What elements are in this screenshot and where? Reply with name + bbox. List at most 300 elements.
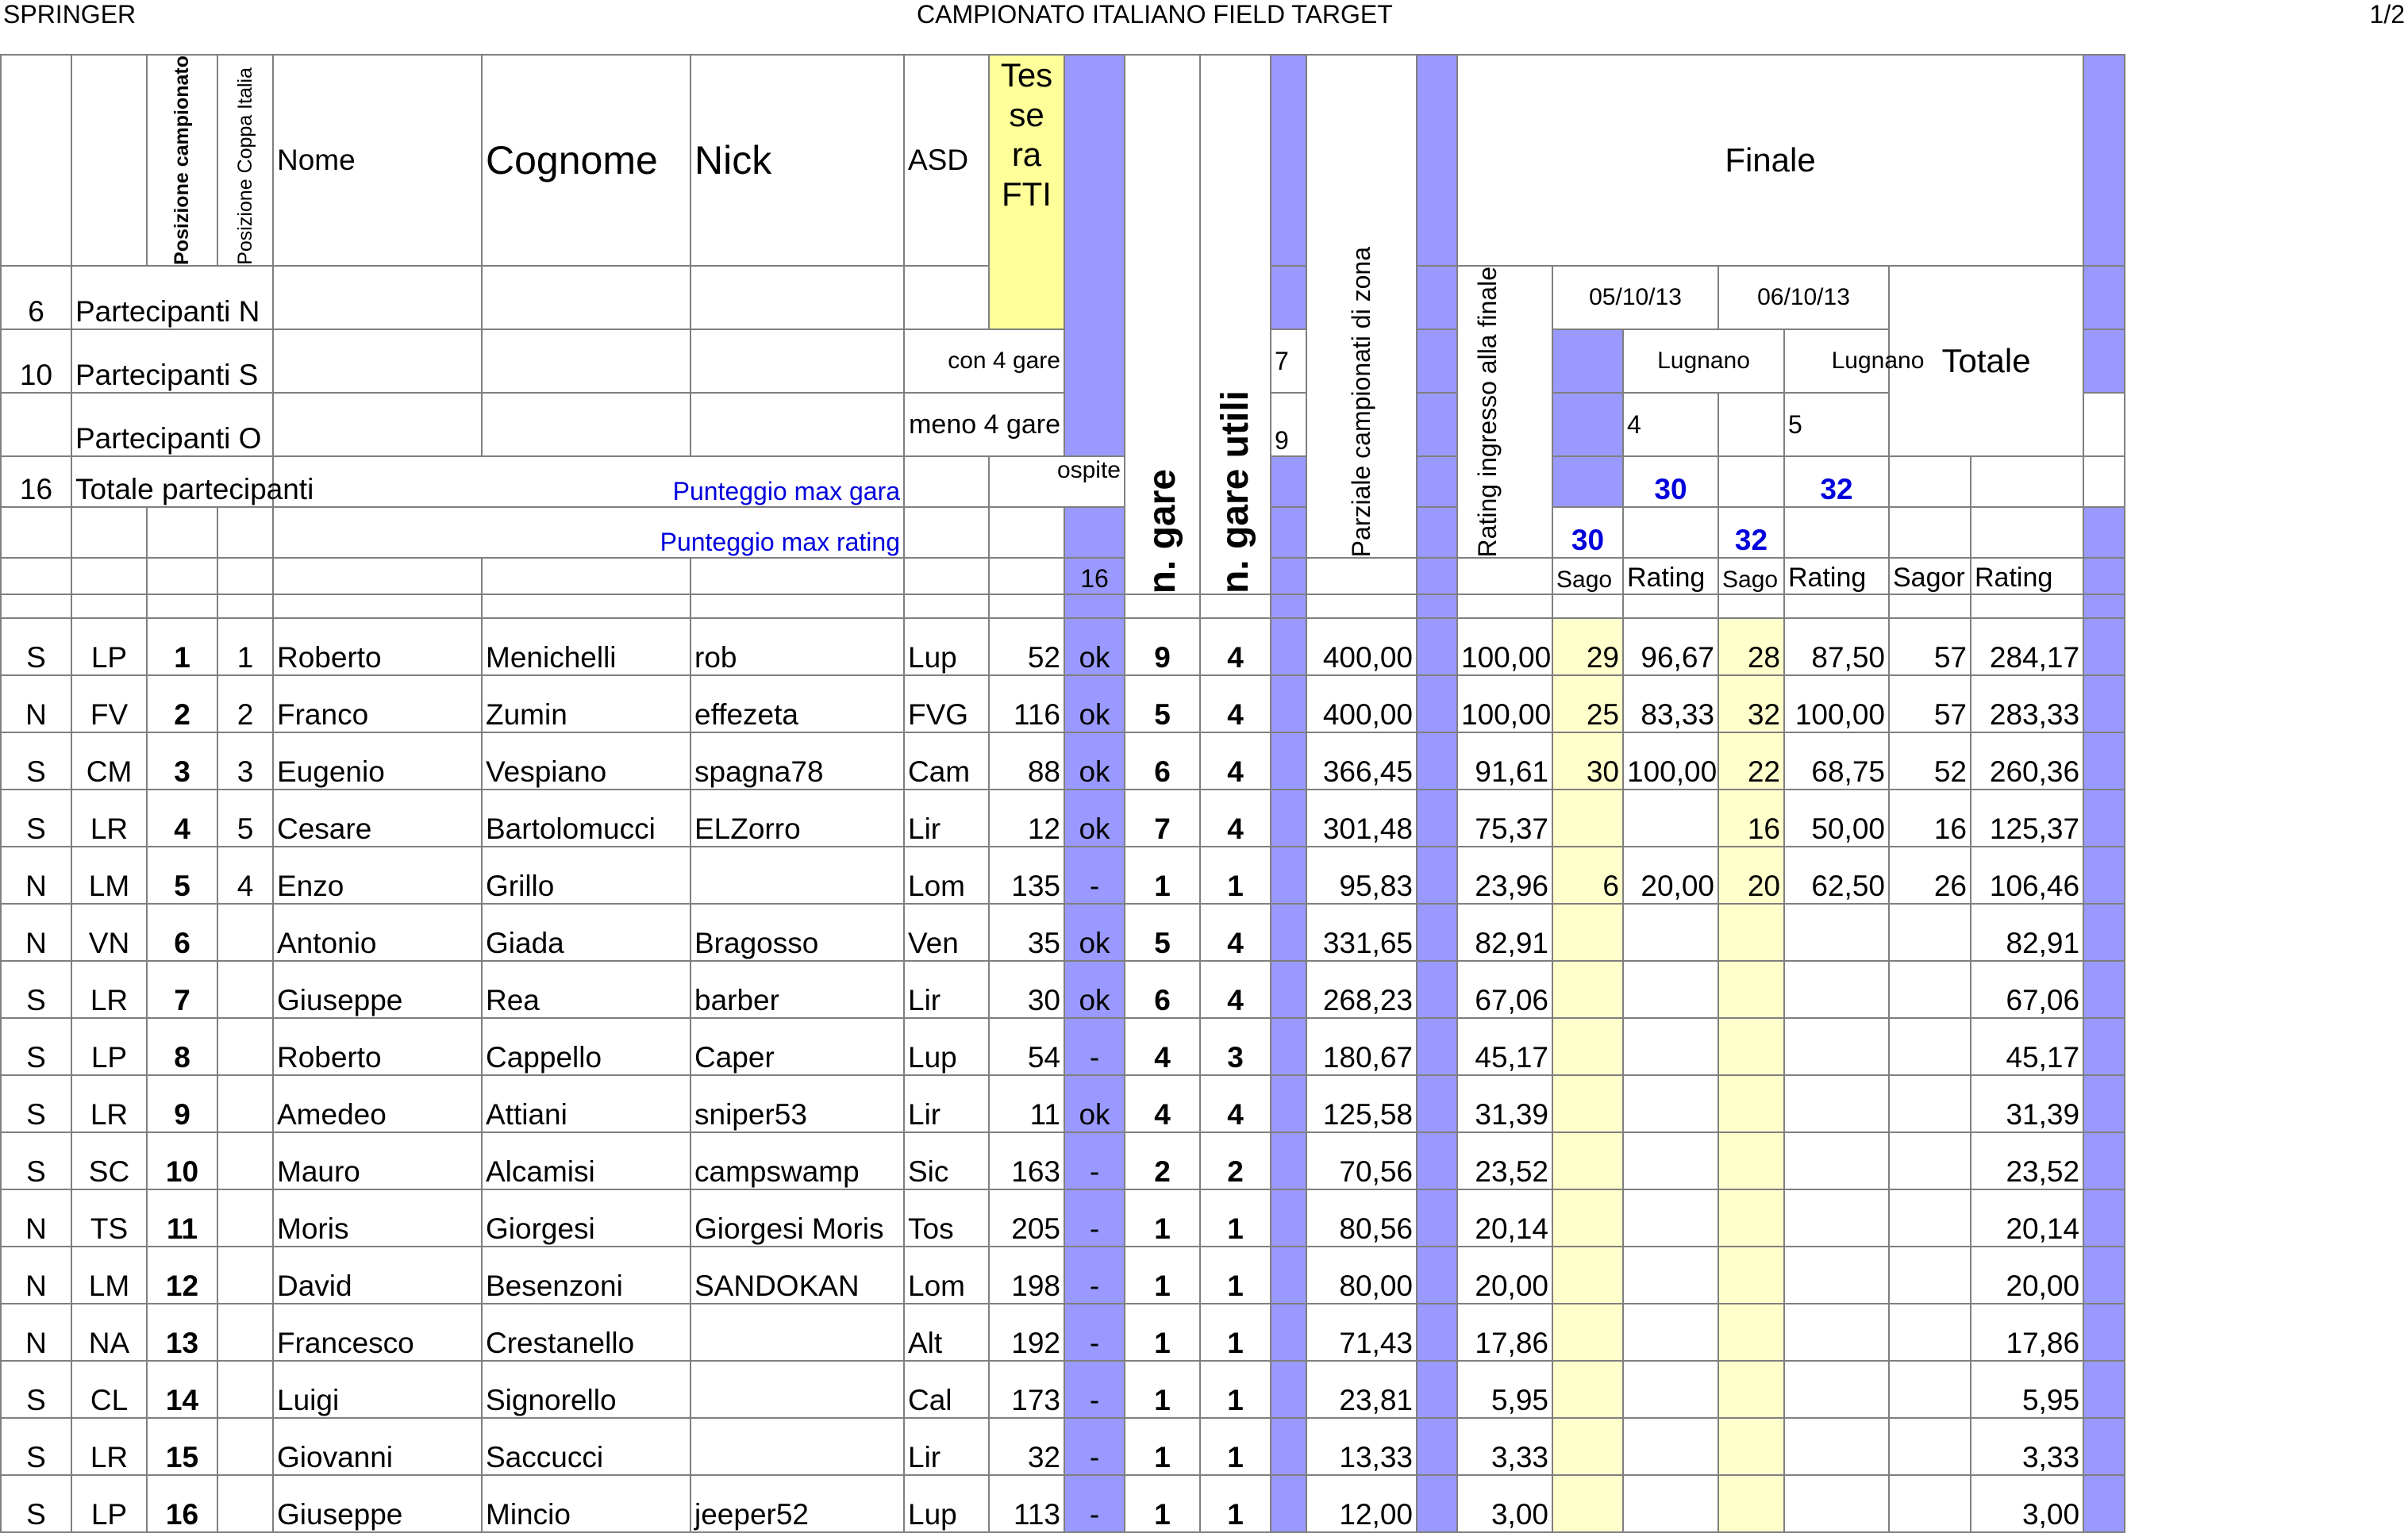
cell-nome: Mauro bbox=[273, 1132, 482, 1189]
cell-parziale: 80,00 bbox=[1306, 1247, 1417, 1304]
cell-sagor: 16 bbox=[1889, 790, 1971, 847]
cell-n-gare: 1 bbox=[1125, 1475, 1200, 1532]
cell-zona: N bbox=[1, 1189, 71, 1247]
cell-asd: Cal bbox=[904, 1361, 989, 1418]
rating-ingresso-header: Rating ingresso alla finale bbox=[1457, 266, 1552, 558]
table-row bbox=[1, 961, 2125, 1018]
cell-rating-ingresso: 100,00 bbox=[1457, 618, 1552, 675]
cell-n-gare-utili: 1 bbox=[1200, 1418, 1271, 1475]
table-row bbox=[1, 1247, 2125, 1304]
cell-nome: Antonio bbox=[273, 904, 482, 961]
cell-asd: Alt bbox=[904, 1304, 989, 1361]
cell-rating-2: 62,50 bbox=[1784, 847, 1889, 904]
cell-n-gare: 2 bbox=[1125, 1132, 1200, 1189]
cell-parziale: 366,45 bbox=[1306, 732, 1417, 790]
table-row bbox=[1, 790, 2125, 847]
page-header bbox=[0, 0, 2408, 29]
cell-ok: - bbox=[1064, 1475, 1125, 1532]
cell-sago-1 bbox=[1552, 961, 1623, 1018]
cell-sagor: 52 bbox=[1889, 732, 1971, 790]
parziale-header: Parziale campionati di zona bbox=[1306, 55, 1417, 558]
cell-asd: Lup bbox=[904, 1475, 989, 1532]
cell-zona: S bbox=[1, 790, 71, 847]
cell-sago-2 bbox=[1718, 1247, 1784, 1304]
cell-zona: S bbox=[1, 961, 71, 1018]
cell-sago-2 bbox=[1718, 961, 1784, 1018]
cell-sago-1 bbox=[1552, 1361, 1623, 1418]
cell-position: 9 bbox=[147, 1075, 217, 1132]
cell-n-gare: 9 bbox=[1125, 618, 1200, 675]
cell-n-gare: 1 bbox=[1125, 1247, 1200, 1304]
cell-n-gare: 5 bbox=[1125, 904, 1200, 961]
cell-parziale: 12,00 bbox=[1306, 1475, 1417, 1532]
cell-rating-2 bbox=[1784, 961, 1889, 1018]
finale-date-2: 06/10/13 bbox=[1718, 266, 1889, 329]
cell-region: LP bbox=[71, 618, 147, 675]
cell-nome: Giovanni bbox=[273, 1418, 482, 1475]
cell-rating-2 bbox=[1784, 1304, 1889, 1361]
cell-asd: Lir bbox=[904, 1075, 989, 1132]
cell-nome: Franco bbox=[273, 675, 482, 732]
cell-position: 15 bbox=[147, 1418, 217, 1475]
cell-coppa bbox=[217, 1075, 273, 1132]
standings-table bbox=[0, 54, 2125, 1533]
cell-parziale: 180,67 bbox=[1306, 1018, 1417, 1075]
cell-ok: - bbox=[1064, 1361, 1125, 1418]
cell-ok: ok bbox=[1064, 1075, 1125, 1132]
cell-n-gare: 6 bbox=[1125, 961, 1200, 1018]
cell-coppa bbox=[217, 1247, 273, 1304]
cell-coppa bbox=[217, 1361, 273, 1418]
cell-position: 12 bbox=[147, 1247, 217, 1304]
cell-rating-1 bbox=[1623, 1189, 1718, 1247]
con4-label: con 4 gare bbox=[904, 329, 1064, 393]
cell-region: LR bbox=[71, 961, 147, 1018]
header-row-1 bbox=[1, 55, 2125, 266]
summary-row-total bbox=[1, 456, 2125, 507]
cell-nome: Roberto bbox=[273, 1018, 482, 1075]
cell-tessera: 35 bbox=[989, 904, 1064, 961]
page-header-left: SPRINGER bbox=[3, 0, 137, 29]
cell-rating-ingresso: 5,95 bbox=[1457, 1361, 1552, 1418]
cell-n-gare-utili: 1 bbox=[1200, 1247, 1271, 1304]
cell-totale: 45,17 bbox=[1971, 1018, 2083, 1075]
nick-header: Nick bbox=[690, 55, 904, 266]
cell-asd: Sic bbox=[904, 1132, 989, 1189]
table-row bbox=[1, 1361, 2125, 1418]
cell-n-gare-utili: 1 bbox=[1200, 1189, 1271, 1247]
cell-position: 16 bbox=[147, 1475, 217, 1532]
cell-cognome: Saccucci bbox=[482, 1418, 690, 1475]
cell-position: 4 bbox=[147, 790, 217, 847]
cell-totale: 125,37 bbox=[1971, 790, 2083, 847]
cell-rating-ingresso: 3,33 bbox=[1457, 1418, 1552, 1475]
cell-totale: 3,33 bbox=[1971, 1418, 2083, 1475]
cell-n-gare: 6 bbox=[1125, 732, 1200, 790]
cell-sagor bbox=[1889, 1361, 1971, 1418]
cell-tessera: 54 bbox=[989, 1018, 1064, 1075]
cell-zona: N bbox=[1, 1304, 71, 1361]
cell-ok: ok bbox=[1064, 904, 1125, 961]
cell-sagor bbox=[1889, 1304, 1971, 1361]
cell-rating-2 bbox=[1784, 1475, 1889, 1532]
cell-cognome: Besenzoni bbox=[482, 1247, 690, 1304]
cell-n-gare-utili: 1 bbox=[1200, 1361, 1271, 1418]
cell-tessera: 198 bbox=[989, 1247, 1064, 1304]
cell-rating-ingresso: 3,00 bbox=[1457, 1475, 1552, 1532]
cell-sago-2: 22 bbox=[1718, 732, 1784, 790]
cell-coppa: 1 bbox=[217, 618, 273, 675]
cell-zona: S bbox=[1, 1361, 71, 1418]
cell-nick: campswamp bbox=[690, 1132, 904, 1189]
cell-sagor bbox=[1889, 1132, 1971, 1189]
cell-ok: - bbox=[1064, 1189, 1125, 1247]
cell-parziale: 331,65 bbox=[1306, 904, 1417, 961]
cell-ok: - bbox=[1064, 1304, 1125, 1361]
cell-rating-1: 96,67 bbox=[1623, 618, 1718, 675]
cell-region: LR bbox=[71, 1418, 147, 1475]
cell-rating-2 bbox=[1784, 1189, 1889, 1247]
cognome-header: Cognome bbox=[482, 55, 690, 266]
cell-sago-1 bbox=[1552, 1018, 1623, 1075]
cell-rating-1 bbox=[1623, 1132, 1718, 1189]
cell-sagor bbox=[1889, 904, 1971, 961]
cell-cognome: Vespiano bbox=[482, 732, 690, 790]
cell-nome: Cesare bbox=[273, 790, 482, 847]
sago-1-header: Sago bbox=[1552, 558, 1623, 594]
cell-tessera: 30 bbox=[989, 961, 1064, 1018]
cell-coppa bbox=[217, 961, 273, 1018]
sagor-header: Sagor bbox=[1889, 558, 1971, 594]
cell-rating-ingresso: 17,86 bbox=[1457, 1304, 1552, 1361]
cell-rating-1 bbox=[1623, 1247, 1718, 1304]
subheader-row bbox=[1, 558, 2125, 594]
cell-sago-1 bbox=[1552, 1304, 1623, 1361]
finale-num-1: 4 bbox=[1623, 393, 1718, 456]
cell-asd: Ven bbox=[904, 904, 989, 961]
cell-n-gare: 7 bbox=[1125, 790, 1200, 847]
cell-sago-1 bbox=[1552, 1475, 1623, 1532]
cell-n-gare: 1 bbox=[1125, 1189, 1200, 1247]
cell-tessera: 116 bbox=[989, 675, 1064, 732]
cell-zona: S bbox=[1, 1075, 71, 1132]
cell-parziale: 70,56 bbox=[1306, 1132, 1417, 1189]
table-row bbox=[1, 1304, 2125, 1361]
cell-position: 11 bbox=[147, 1189, 217, 1247]
con4-value: 7 bbox=[1271, 329, 1306, 393]
n-label: Partecipanti N bbox=[71, 266, 273, 329]
cell-sago-2 bbox=[1718, 1304, 1784, 1361]
rating-2-header: Rating bbox=[1784, 558, 1889, 594]
cell-asd: Lup bbox=[904, 618, 989, 675]
cell-zona: S bbox=[1, 1132, 71, 1189]
cell-rating-1: 100,00 bbox=[1623, 732, 1718, 790]
cell-rating-2 bbox=[1784, 1418, 1889, 1475]
finale-place-2: Lugnano bbox=[1784, 329, 1971, 393]
table-row bbox=[1, 1075, 2125, 1132]
cell-sago-2: 28 bbox=[1718, 618, 1784, 675]
asd-header: ASD bbox=[904, 55, 989, 266]
cell-nick bbox=[690, 847, 904, 904]
cell-region: LP bbox=[71, 1018, 147, 1075]
cell-ok: - bbox=[1064, 847, 1125, 904]
summary-row-max-rating bbox=[1, 507, 2125, 558]
cell-rating-1: 83,33 bbox=[1623, 675, 1718, 732]
cell-rating-ingresso: 91,61 bbox=[1457, 732, 1552, 790]
cell-totale: 283,33 bbox=[1971, 675, 2083, 732]
cell-n-gare-utili: 4 bbox=[1200, 618, 1271, 675]
rating-1-header: Rating bbox=[1623, 558, 1718, 594]
cell-rating-1 bbox=[1623, 904, 1718, 961]
cell-n-gare-utili: 1 bbox=[1200, 1304, 1271, 1361]
finale-place-1: Lugnano bbox=[1623, 329, 1784, 393]
cell-zona: N bbox=[1, 1247, 71, 1304]
cell-cognome: Giorgesi bbox=[482, 1189, 690, 1247]
cell-nome: Giuseppe bbox=[273, 961, 482, 1018]
cell-totale: 82,91 bbox=[1971, 904, 2083, 961]
page-header-title: CAMPIONATO ITALIANO FIELD TARGET bbox=[917, 0, 1393, 29]
cell-totale: 23,52 bbox=[1971, 1132, 2083, 1189]
summary-row-o bbox=[1, 393, 2125, 456]
cell-zona: N bbox=[1, 904, 71, 961]
totale-header: Totale bbox=[1889, 266, 2083, 456]
cell-n-gare-utili: 4 bbox=[1200, 675, 1271, 732]
cell-sago-2 bbox=[1718, 1075, 1784, 1132]
cell-coppa bbox=[217, 1475, 273, 1532]
cell-cognome: Alcamisi bbox=[482, 1132, 690, 1189]
cell-parziale: 400,00 bbox=[1306, 675, 1417, 732]
cell-tessera: 192 bbox=[989, 1304, 1064, 1361]
cell-zona: N bbox=[1, 847, 71, 904]
cell-region: LM bbox=[71, 1247, 147, 1304]
cell-sagor: 57 bbox=[1889, 618, 1971, 675]
cell-sago-1 bbox=[1552, 790, 1623, 847]
cell-n-gare-utili: 4 bbox=[1200, 961, 1271, 1018]
cell-asd: Cam bbox=[904, 732, 989, 790]
total-label: Totale partecipanti bbox=[71, 456, 273, 507]
cell-region: LM bbox=[71, 847, 147, 904]
cell-rating-1 bbox=[1623, 1475, 1718, 1532]
n-count: 6 bbox=[1, 266, 71, 329]
cell-region: LR bbox=[71, 1075, 147, 1132]
cell-position: 3 bbox=[147, 732, 217, 790]
total-count: 16 bbox=[1, 456, 71, 507]
cell-sagor: 26 bbox=[1889, 847, 1971, 904]
cell-sago-2 bbox=[1718, 1418, 1784, 1475]
cell-nick: SANDOKAN bbox=[690, 1247, 904, 1304]
cell-rating-2: 68,75 bbox=[1784, 732, 1889, 790]
table-row bbox=[1, 675, 2125, 732]
pos-campionato-header: Posizione campionato bbox=[147, 55, 217, 266]
cell-totale: 260,36 bbox=[1971, 732, 2083, 790]
cell-n-gare-utili: 4 bbox=[1200, 790, 1271, 847]
cell-tessera: 11 bbox=[989, 1075, 1064, 1132]
cell-sagor bbox=[1889, 1189, 1971, 1247]
cell-nome: David bbox=[273, 1247, 482, 1304]
cell-ok: - bbox=[1064, 1247, 1125, 1304]
cell-ok: ok bbox=[1064, 732, 1125, 790]
cell-rating-1 bbox=[1623, 1304, 1718, 1361]
cell-n-gare: 5 bbox=[1125, 675, 1200, 732]
o-label: Partecipanti O bbox=[71, 393, 273, 456]
cell-sago-2 bbox=[1718, 1189, 1784, 1247]
cell-cognome: Giada bbox=[482, 904, 690, 961]
cell-n-gare: 1 bbox=[1125, 1418, 1200, 1475]
cell-region: SC bbox=[71, 1132, 147, 1189]
cell-zona: S bbox=[1, 1475, 71, 1532]
cell-rating-1 bbox=[1623, 1018, 1718, 1075]
table-row bbox=[1, 904, 2125, 961]
cell-n-gare: 1 bbox=[1125, 1361, 1200, 1418]
page-number: 1/2 bbox=[2369, 0, 2405, 29]
cell-n-gare-utili: 1 bbox=[1200, 1475, 1271, 1532]
cell-totale: 3,00 bbox=[1971, 1475, 2083, 1532]
cell-sagor bbox=[1889, 1247, 1971, 1304]
cell-tessera: 205 bbox=[989, 1189, 1064, 1247]
cell-coppa bbox=[217, 1018, 273, 1075]
table-body bbox=[1, 55, 2125, 1532]
n-gare-utili-header: n. gare utili bbox=[1200, 55, 1271, 594]
cell-rating-ingresso: 31,39 bbox=[1457, 1075, 1552, 1132]
sago-2-header: Sago bbox=[1718, 558, 1784, 594]
cell-position: 1 bbox=[147, 618, 217, 675]
cell-rating-2: 50,00 bbox=[1784, 790, 1889, 847]
cell-n-gare-utili: 4 bbox=[1200, 732, 1271, 790]
cell-n-gare-utili: 4 bbox=[1200, 904, 1271, 961]
cell-coppa bbox=[217, 1418, 273, 1475]
cell-n-gare-utili: 3 bbox=[1200, 1018, 1271, 1075]
cell-parziale: 95,83 bbox=[1306, 847, 1417, 904]
cell-asd: Lom bbox=[904, 1247, 989, 1304]
cell-totale: 17,86 bbox=[1971, 1304, 2083, 1361]
cell-asd: Lir bbox=[904, 961, 989, 1018]
cell-parziale: 13,33 bbox=[1306, 1418, 1417, 1475]
cell-n-gare: 1 bbox=[1125, 847, 1200, 904]
cell-totale: 31,39 bbox=[1971, 1075, 2083, 1132]
cell-nome: Eugenio bbox=[273, 732, 482, 790]
cell-rating-ingresso: 23,52 bbox=[1457, 1132, 1552, 1189]
cell-coppa bbox=[217, 1132, 273, 1189]
cell-zona: S bbox=[1, 618, 71, 675]
pos-coppa-header: Posizione Coppa Italia bbox=[217, 55, 273, 266]
cell-nome: Giuseppe bbox=[273, 1475, 482, 1532]
cell-position: 8 bbox=[147, 1018, 217, 1075]
table-row bbox=[1, 1475, 2125, 1532]
cell-sago-1: 29 bbox=[1552, 618, 1623, 675]
cell-tessera: 32 bbox=[989, 1418, 1064, 1475]
max-gara-label: Punteggio max gara bbox=[273, 456, 904, 507]
cell-asd: FVG bbox=[904, 675, 989, 732]
table-row bbox=[1, 618, 2125, 675]
cell-parziale: 301,48 bbox=[1306, 790, 1417, 847]
cell-sago-1 bbox=[1552, 1418, 1623, 1475]
cell-sagor bbox=[1889, 1075, 1971, 1132]
table-row bbox=[1, 847, 2125, 904]
meno4-value: 9 bbox=[1271, 393, 1306, 456]
cell-parziale: 71,43 bbox=[1306, 1304, 1417, 1361]
cell-n-gare-utili: 2 bbox=[1200, 1132, 1271, 1189]
cell-coppa: 4 bbox=[217, 847, 273, 904]
cell-ok: ok bbox=[1064, 961, 1125, 1018]
n-gare-header: n. gare bbox=[1125, 55, 1200, 594]
cell-cognome: Crestanello bbox=[482, 1304, 690, 1361]
cell-nick: Bragosso bbox=[690, 904, 904, 961]
cell-rating-ingresso: 100,00 bbox=[1457, 675, 1552, 732]
cell-asd: Lom bbox=[904, 847, 989, 904]
cell-rating-2 bbox=[1784, 1361, 1889, 1418]
cell-sago-1 bbox=[1552, 1189, 1623, 1247]
cell-region: FV bbox=[71, 675, 147, 732]
cell-rating-2 bbox=[1784, 1075, 1889, 1132]
cell-totale: 67,06 bbox=[1971, 961, 2083, 1018]
cell-parziale: 80,56 bbox=[1306, 1189, 1417, 1247]
cell-tessera: 52 bbox=[989, 618, 1064, 675]
cell-ok: - bbox=[1064, 1418, 1125, 1475]
cell-sagor bbox=[1889, 1418, 1971, 1475]
cell-parziale: 400,00 bbox=[1306, 618, 1417, 675]
cell-asd: Tos bbox=[904, 1189, 989, 1247]
cell-sago-2 bbox=[1718, 904, 1784, 961]
cell-rating-2 bbox=[1784, 1247, 1889, 1304]
cell-position: 7 bbox=[147, 961, 217, 1018]
cell-region: VN bbox=[71, 904, 147, 961]
cell-rating-ingresso: 45,17 bbox=[1457, 1018, 1552, 1075]
cell-tessera: 113 bbox=[989, 1475, 1064, 1532]
cell-rating-1 bbox=[1623, 1075, 1718, 1132]
cell-nick bbox=[690, 1304, 904, 1361]
cell-nome: Moris bbox=[273, 1189, 482, 1247]
cell-coppa: 5 bbox=[217, 790, 273, 847]
cell-rating-1 bbox=[1623, 1361, 1718, 1418]
cell-parziale: 125,58 bbox=[1306, 1075, 1417, 1132]
cell-rating-ingresso: 75,37 bbox=[1457, 790, 1552, 847]
cell-coppa bbox=[217, 1189, 273, 1247]
rating-total-header: Rating bbox=[1971, 558, 2083, 594]
cell-tessera: 173 bbox=[989, 1361, 1064, 1418]
cell-tessera: 163 bbox=[989, 1132, 1064, 1189]
cell-region: LR bbox=[71, 790, 147, 847]
summary-row-s bbox=[1, 329, 2125, 393]
table-row bbox=[1, 1132, 2125, 1189]
cell-sagor bbox=[1889, 1018, 1971, 1075]
cell-rating-2 bbox=[1784, 904, 1889, 961]
cell-rating-1 bbox=[1623, 1418, 1718, 1475]
cell-tessera: 135 bbox=[989, 847, 1064, 904]
cell-rating-2 bbox=[1784, 1132, 1889, 1189]
cell-rating-2: 100,00 bbox=[1784, 675, 1889, 732]
cell-position: 6 bbox=[147, 904, 217, 961]
cell-nick bbox=[690, 1361, 904, 1418]
nome-header: Nome bbox=[273, 55, 482, 266]
cell-rating-ingresso: 20,14 bbox=[1457, 1189, 1552, 1247]
max-rating-1: 30 bbox=[1552, 507, 1623, 558]
max-rating-2: 32 bbox=[1718, 507, 1784, 558]
cell-sago-2: 32 bbox=[1718, 675, 1784, 732]
s-count: 10 bbox=[1, 329, 71, 393]
cell-position: 14 bbox=[147, 1361, 217, 1418]
cell-asd: Lir bbox=[904, 1418, 989, 1475]
cell-sago-1: 6 bbox=[1552, 847, 1623, 904]
cell-nome: Amedeo bbox=[273, 1075, 482, 1132]
cell-zona: S bbox=[1, 1018, 71, 1075]
cell-sagor bbox=[1889, 961, 1971, 1018]
spacer-row bbox=[1, 594, 2125, 618]
cell-nick: Caper bbox=[690, 1018, 904, 1075]
cell-rating-ingresso: 67,06 bbox=[1457, 961, 1552, 1018]
cell-coppa bbox=[217, 1304, 273, 1361]
finale-date-1: 05/10/13 bbox=[1552, 266, 1718, 329]
s-label: Partecipanti S bbox=[71, 329, 273, 393]
